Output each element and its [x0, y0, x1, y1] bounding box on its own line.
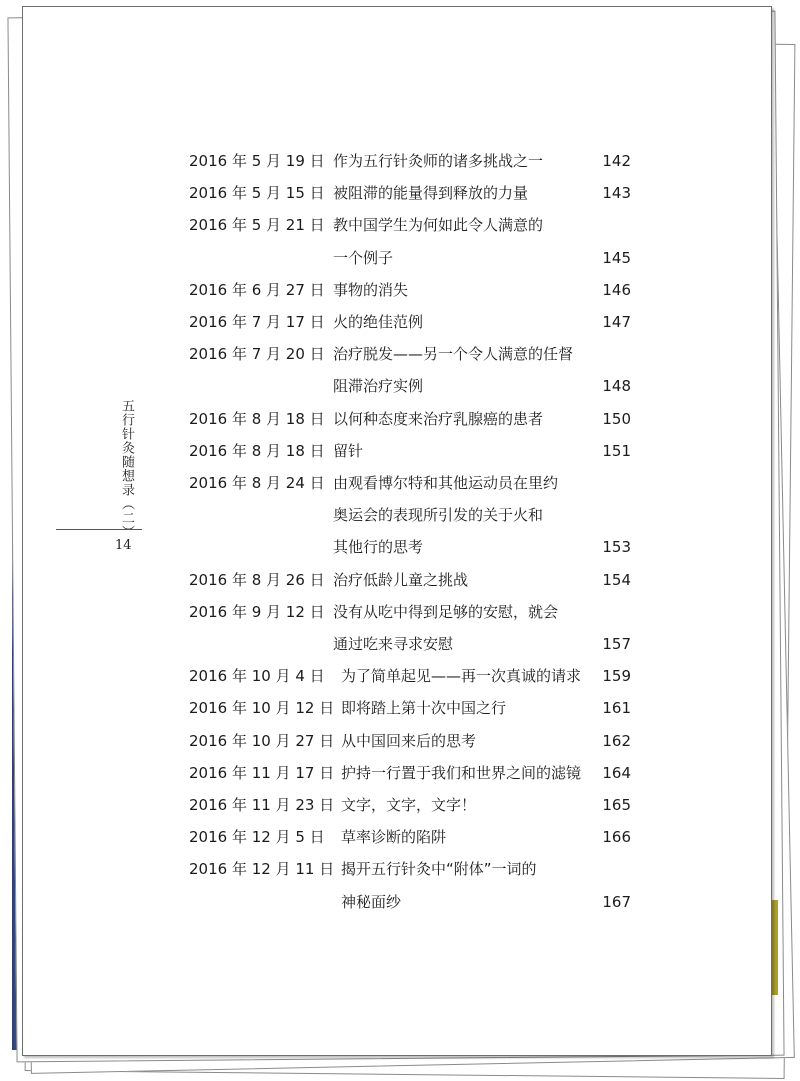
entry-date: 2016 年 12 月 5 日	[189, 828, 325, 847]
entry-date: 2016 年 5 月 15 日	[189, 184, 325, 203]
entry-title: 没有从吃中得到足够的安慰，就会	[333, 602, 559, 621]
entry-page-number: 159	[602, 667, 631, 686]
entry-title: 事物的消失	[333, 280, 409, 299]
entry-page-number: 145	[602, 248, 631, 267]
entry-date: 2016 年 5 月 21 日	[189, 216, 325, 235]
toc-entry	[23, 438, 773, 464]
toc-entry-continuation	[23, 889, 773, 915]
entry-page-number: 151	[602, 441, 631, 460]
entry-date: 2016 年 8 月 24 日	[189, 474, 325, 492]
entry-title: 通过吃来寻求安慰	[333, 635, 454, 653]
toc-entry	[23, 792, 773, 818]
toc-entry	[23, 760, 773, 786]
toc-entry-continuation	[23, 373, 773, 399]
entry-title: 由观看博尔特和其他运动员在里约	[333, 474, 559, 492]
document-page	[22, 6, 772, 1056]
entry-date: 2016 年 10 月 12 日	[189, 699, 335, 718]
entry-date: 2016 年 10 月 27 日	[189, 731, 335, 750]
entry-date: 2016 年 8 月 18 日	[189, 409, 325, 428]
entry-page-number: 142	[602, 152, 631, 170]
toc-entry	[23, 309, 773, 335]
entry-date: 2016 年 7 月 17 日	[189, 313, 325, 331]
entry-page-number: 153	[602, 538, 631, 557]
toc-entry	[23, 695, 773, 721]
entry-page-number: 162	[602, 731, 631, 750]
running-book-title: 五行针灸随想录（二）	[119, 399, 134, 539]
toc-entry	[23, 824, 773, 850]
entry-date: 2016 年 5 月 19 日	[189, 152, 325, 170]
toc-entry	[23, 341, 773, 367]
entry-page-number: 161	[602, 699, 631, 718]
entry-title: 一个例子	[333, 248, 394, 267]
entry-date: 2016 年 12 月 11 日	[189, 860, 335, 879]
toc-entry	[23, 567, 773, 593]
entry-title: 其他行的思考	[333, 538, 424, 557]
entry-title: 为了简单起见——再一次真诚的请求	[341, 667, 582, 686]
entry-title: 留针	[333, 441, 364, 460]
entry-page-number: 157	[602, 635, 631, 653]
entry-title: 即将踏上第十次中国之行	[341, 699, 507, 718]
entry-title: 奥运会的表现所引发的关于火和	[333, 506, 544, 525]
toc-entry	[23, 406, 773, 432]
entry-title: 草率诊断的陷阱	[341, 828, 447, 847]
toc-entry	[23, 856, 773, 882]
entry-title: 火的绝佳范例	[333, 313, 424, 331]
entry-page-number: 150	[602, 409, 631, 428]
toc-entry	[23, 212, 773, 238]
entry-title: 治疗低龄儿童之挑战	[333, 570, 469, 589]
toc-entry	[23, 148, 773, 174]
toc-entry	[23, 470, 773, 496]
toc-entry	[23, 663, 773, 689]
entry-date: 2016 年 8 月 26 日	[189, 570, 325, 589]
entry-page-number: 143	[602, 184, 631, 203]
entry-title: 护持一行置于我们和世界之间的滤镜	[341, 763, 582, 782]
entry-date: 2016 年 6 月 27 日	[189, 280, 325, 299]
entry-page-number: 165	[602, 796, 631, 814]
entry-page-number: 154	[602, 570, 631, 589]
toc-entry	[23, 277, 773, 303]
toc-entry	[23, 728, 773, 754]
entry-date: 2016 年 8 月 18 日	[189, 441, 325, 460]
entry-date: 2016 年 9 月 12 日	[189, 602, 325, 621]
toc-entry	[23, 180, 773, 206]
entry-title: 从中国回来后的思考	[341, 731, 477, 750]
entry-title: 神秘面纱	[341, 892, 402, 911]
toc-entry	[23, 599, 773, 625]
entry-date: 2016 年 7 月 20 日	[189, 345, 325, 364]
entry-page-number: 164	[602, 763, 631, 782]
entry-page-number: 147	[602, 313, 631, 331]
entry-title: 被阻滞的能量得到释放的力量	[333, 184, 529, 203]
entry-page-number: 167	[602, 892, 631, 911]
toc-entry-continuation	[23, 245, 773, 271]
toc-entry-continuation	[23, 534, 773, 560]
entry-title: 以何种态度来治疗乳腺癌的患者	[333, 409, 544, 428]
entry-title: 教中国学生为何如此令人满意的	[333, 216, 544, 235]
entry-title: 阻滞治疗实例	[333, 377, 424, 396]
entry-title: 治疗脱发——另一个令人满意的任督	[333, 345, 574, 364]
entry-page-number: 166	[602, 828, 631, 847]
entry-title: 文字，文字，文字！	[341, 796, 477, 814]
table-of-contents	[23, 7, 773, 1057]
toc-entry-continuation	[23, 502, 773, 528]
page-number: 14	[115, 538, 132, 553]
entry-date: 2016 年 11 月 17 日	[189, 763, 335, 782]
entry-title: 揭开五行针灸中“附体”一词的	[341, 860, 537, 879]
entry-title: 作为五行针灸师的诸多挑战之一	[333, 152, 544, 170]
entry-page-number: 146	[602, 280, 631, 299]
entry-date: 2016 年 11 月 23 日	[189, 796, 335, 814]
entry-date: 2016 年 10 月 4 日	[189, 667, 325, 686]
entry-page-number: 148	[602, 377, 631, 396]
toc-entry-continuation	[23, 631, 773, 657]
